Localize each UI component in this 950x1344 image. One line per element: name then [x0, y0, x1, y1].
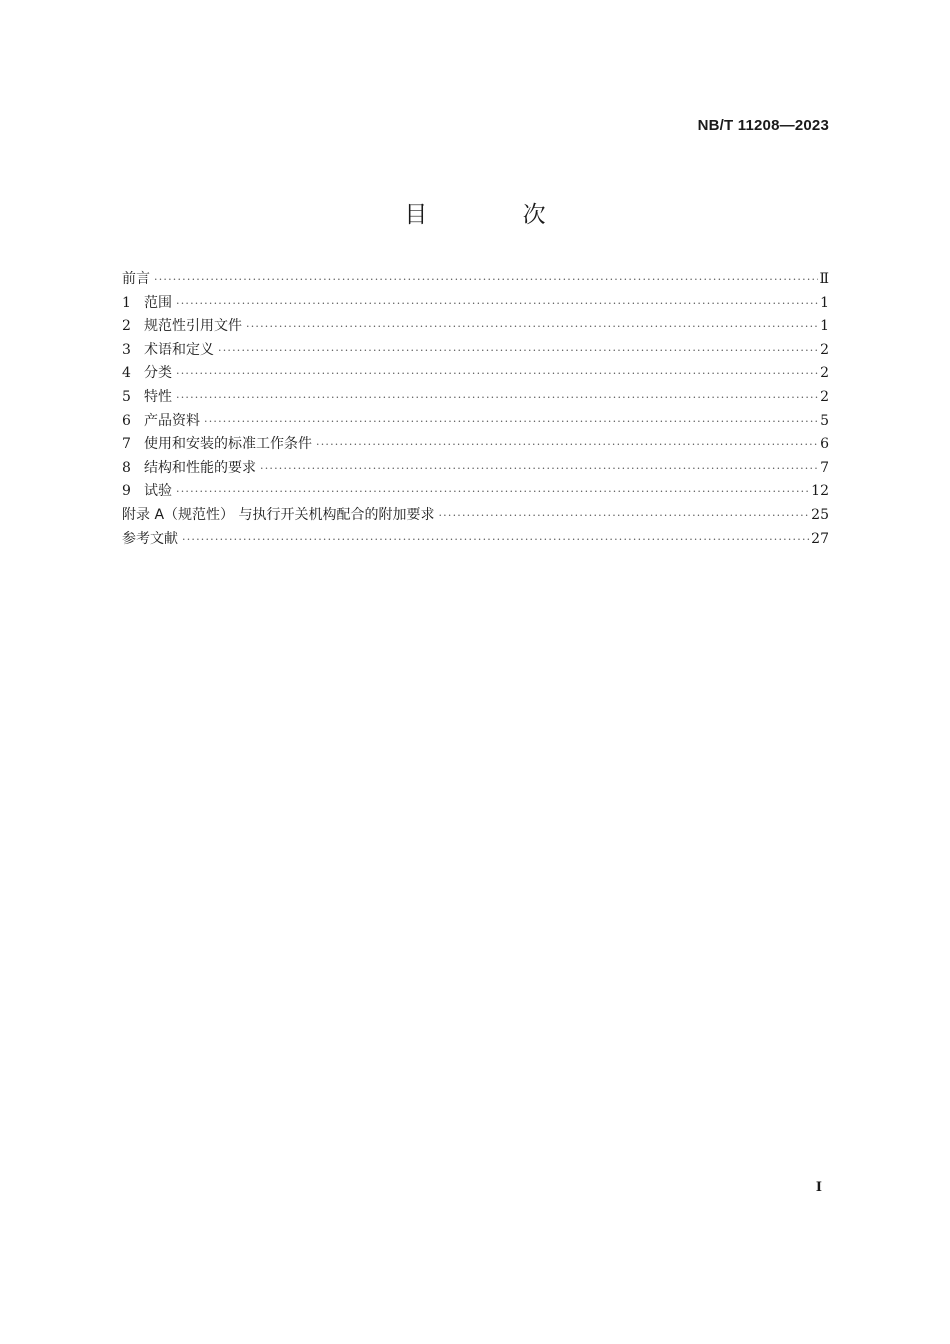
toc-label: 使用和安装的标准工作条件 [144, 436, 312, 453]
toc-leader-dots [218, 344, 819, 357]
toc-page-number: 27 [811, 530, 829, 547]
toc-section-number: 5 [122, 388, 131, 405]
toc-entry-characteristics[interactable] [122, 386, 829, 410]
toc-page-number: 7 [820, 459, 829, 476]
toc-section-number: 9 [122, 483, 131, 500]
table-of-contents [122, 268, 829, 551]
toc-page-number: 2 [820, 388, 829, 405]
toc-page-number: 2 [820, 341, 829, 358]
toc-page-number: 2 [820, 365, 829, 382]
toc-page-number: Ⅱ [819, 271, 829, 287]
toc-section-number: 4 [122, 365, 131, 382]
toc-label: 附录 A（规范性） 与执行开关机构配合的附加要求 [122, 506, 435, 523]
toc-label: 特性 [144, 388, 172, 405]
toc-leader-dots [246, 320, 819, 333]
toc-label: 规范性引用文件 [144, 318, 242, 335]
page-folio: I [815, 1180, 822, 1195]
toc-entry-scope[interactable] [122, 292, 829, 316]
toc-section-number: 8 [122, 459, 131, 476]
toc-entry-product-info[interactable] [122, 410, 829, 434]
page-title: 目 次 [404, 202, 590, 228]
toc-entry-foreword[interactable] [122, 268, 829, 292]
toc-section-number: 2 [122, 318, 131, 335]
toc-label: 产品资料 [144, 412, 200, 429]
toc-page-number: 6 [820, 436, 829, 453]
toc-entry-classification[interactable] [122, 362, 829, 386]
toc-entry-service-conditions[interactable] [122, 433, 829, 457]
toc-label: 分类 [144, 365, 172, 382]
toc-section-number: 6 [122, 412, 131, 429]
toc-entry-terms[interactable] [122, 339, 829, 363]
toc-leader-dots [154, 273, 818, 286]
toc-leader-dots [204, 415, 819, 428]
toc-entry-requirements[interactable] [122, 457, 829, 481]
toc-leader-dots [438, 509, 810, 522]
toc-page-number: 12 [811, 483, 829, 500]
toc-leader-dots [176, 485, 810, 498]
toc-leader-dots [176, 367, 819, 380]
toc-page-number: 5 [820, 412, 829, 429]
toc-entry-normative-references[interactable] [122, 315, 829, 339]
toc-leader-dots [260, 462, 819, 475]
toc-label: 参考文献 [122, 530, 178, 547]
toc-page-number: 1 [820, 294, 829, 311]
toc-section-number: 7 [122, 436, 131, 453]
toc-entry-annex-a[interactable] [122, 504, 829, 528]
toc-section-number: 1 [122, 294, 131, 311]
toc-leader-dots [316, 438, 819, 451]
toc-entry-tests[interactable] [122, 480, 829, 504]
toc-label: 结构和性能的要求 [144, 459, 256, 476]
toc-leader-dots [176, 297, 819, 310]
toc-leader-dots [182, 533, 810, 546]
toc-label: 术语和定义 [144, 341, 214, 358]
toc-leader-dots [176, 391, 819, 404]
standard-number: NB/T 11208—2023 [697, 117, 829, 134]
toc-label: 范围 [144, 294, 172, 311]
toc-label: 前言 [122, 271, 150, 287]
toc-label: 试验 [144, 483, 172, 500]
toc-section-number: 3 [122, 341, 131, 358]
toc-page-number: 25 [811, 506, 829, 523]
toc-entry-bibliography[interactable] [122, 528, 829, 552]
toc-page-number: 1 [820, 318, 829, 335]
